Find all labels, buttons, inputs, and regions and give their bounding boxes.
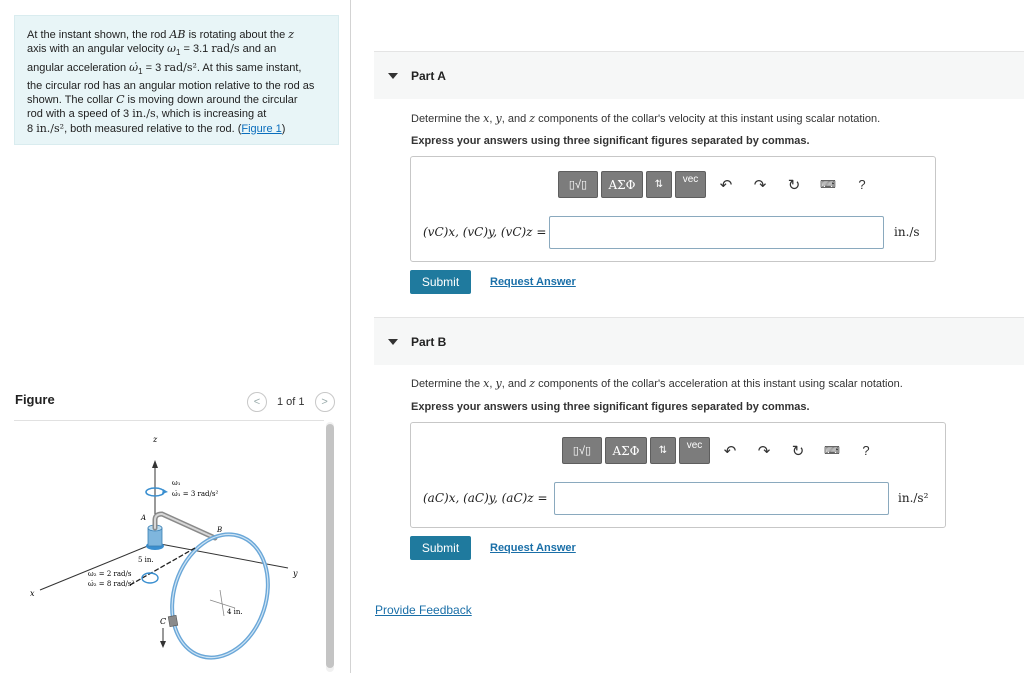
velocity-unit: in./s <box>894 225 920 239</box>
greek-button[interactable]: ΑΣΦ <box>605 437 647 464</box>
problem-text: and an <box>239 43 277 56</box>
math-toolbar <box>562 437 883 464</box>
rod-label: AB <box>169 28 186 41</box>
omega2-dot-label: ω̇₂ = 8 rad/s² <box>88 580 135 588</box>
accel-unit: in./s² <box>36 121 65 135</box>
part-a-question <box>411 112 880 125</box>
problem-text: the circular rod has an angular motion relative to the rod as <box>27 79 315 92</box>
part-a-submit-button[interactable]: Submit <box>410 270 471 294</box>
reset-icon[interactable]: ↻ <box>791 442 805 460</box>
length-label: 5 in. <box>138 556 154 564</box>
circular-rod-highlight <box>157 522 283 670</box>
y-axis-label: y <box>293 569 298 578</box>
z-axis-arrowhead <box>152 460 158 468</box>
omega2-axis <box>130 548 195 585</box>
collar-arrowhead <box>160 641 166 648</box>
var-y: y <box>495 112 502 125</box>
acceleration-answer-input[interactable] <box>554 482 889 515</box>
collapse-caret-icon <box>388 73 398 79</box>
part-b-label: Part B <box>411 334 447 349</box>
problem-text: 8 <box>27 122 37 135</box>
omega-subscript: 1 <box>176 48 181 58</box>
point-b-label: B <box>217 526 223 534</box>
question-text: , and <box>501 378 530 390</box>
left-panel <box>0 0 350 673</box>
keyboard-icon[interactable]: ⌨ <box>820 179 836 191</box>
alpha-subscript: 1 <box>138 66 143 76</box>
problem-text: . At this same instant, <box>196 61 302 74</box>
arrows-button[interactable]: ⇅ <box>646 171 672 198</box>
omega-symbol: ω <box>167 42 176 56</box>
var-z: z <box>529 112 536 125</box>
column-divider <box>350 0 351 673</box>
redo-icon[interactable]: ↷ <box>753 176 767 194</box>
vec-button[interactable]: vec <box>675 171 706 198</box>
undo-icon[interactable]: ↶ <box>723 442 737 460</box>
question-text: , <box>489 378 496 390</box>
omega1-label: ω₁ <box>172 479 181 487</box>
problem-text: At the instant shown, the rod <box>27 29 170 41</box>
figure-pager <box>247 392 335 412</box>
collapse-caret-icon <box>388 339 398 345</box>
question-text: components of the collar's acceleration at this instant using scalar notation. <box>535 378 903 390</box>
arrows-button[interactable]: ⇅ <box>650 437 676 464</box>
collar-label: C <box>116 93 125 107</box>
redo-icon[interactable]: ↷ <box>757 442 771 460</box>
keyboard-icon[interactable]: ⌨ <box>824 445 840 457</box>
axis-label: z <box>288 28 295 41</box>
question-text: Determine the <box>411 378 484 390</box>
problem-text: rod with a speed of 3 <box>27 108 133 121</box>
problem-text: ) <box>281 122 286 135</box>
vec-button[interactable]: vec <box>679 437 710 464</box>
part-b-instruction: Express your answers using three significant figures separated by commas. <box>411 401 810 413</box>
prev-figure-button[interactable]: < <box>247 392 267 412</box>
problem-text: , both measured relative to the rod. ( <box>64 122 242 135</box>
figure-link[interactable]: Figure 1 <box>241 122 282 135</box>
figure-scrollbar-thumb[interactable] <box>326 424 334 668</box>
provide-feedback-link[interactable]: Provide Feedback <box>375 603 472 617</box>
omega2-label: ω₂ = 2 rad/s <box>88 570 132 578</box>
problem-text: , which is increasing at <box>155 108 267 121</box>
collar-label: C <box>160 617 167 626</box>
figure-diagram <box>20 428 320 673</box>
figure-count: 1 of 1 <box>277 396 305 408</box>
problem-text: shown. The collar <box>27 94 117 107</box>
problem-text: axis with an angular velocity <box>27 43 168 56</box>
part-b-answer-box <box>410 422 946 528</box>
circular-rod <box>157 522 283 670</box>
next-figure-button[interactable]: > <box>315 392 335 412</box>
figure-title: Figure <box>15 392 55 407</box>
question-text: Determine the <box>411 113 484 125</box>
part-a-instruction: Express your answers using three significant figures separated by commas. <box>411 135 810 147</box>
acceleration-unit: in./s² <box>898 491 929 505</box>
velocity-expression: (vC)x, (vC)y, (vC)z = <box>423 225 547 239</box>
problem-text: angular acceleration <box>27 61 130 74</box>
help-icon[interactable]: ? <box>862 443 870 458</box>
question-text: , <box>489 113 496 125</box>
acceleration-expression: (aC)x, (aC)y, (aC)z = <box>423 491 548 505</box>
question-text: , and <box>501 113 530 125</box>
part-b-submit-button[interactable]: Submit <box>410 536 471 560</box>
speed-unit: in./s <box>132 107 156 121</box>
x-axis-label: x <box>30 589 35 598</box>
templates-button[interactable]: ▯√▯ <box>558 171 598 198</box>
problem-statement <box>14 15 339 145</box>
part-b-question <box>411 377 903 390</box>
omega1-dot-label: ω̇₁ = 3 rad/s² <box>172 490 219 498</box>
figure-divider <box>14 420 324 421</box>
var-x: x <box>483 112 490 125</box>
problem-text: = 3 <box>142 61 165 74</box>
reset-icon[interactable]: ↻ <box>787 176 801 194</box>
part-b-request-answer-link[interactable]: Request Answer <box>490 542 576 554</box>
omega1-arrowhead <box>162 489 168 494</box>
radius-label: 4 in. <box>227 608 243 616</box>
collar-c <box>168 615 178 626</box>
problem-text: = 3.1 <box>180 43 212 56</box>
velocity-answer-input[interactable] <box>549 216 884 249</box>
z-axis-label: z <box>153 435 158 444</box>
math-toolbar <box>558 171 879 198</box>
var-z: z <box>529 377 536 390</box>
var-x: x <box>483 377 490 390</box>
alpha-symbol: ω̇ <box>129 60 139 74</box>
omega-unit: rad/s <box>211 42 240 56</box>
part-a-request-answer-link[interactable]: Request Answer <box>490 276 576 288</box>
part-a-answer-box <box>410 156 936 262</box>
alpha-unit: rad/s² <box>164 60 197 74</box>
question-text: components of the collar's velocity at this instant using scalar notation. <box>535 113 881 125</box>
problem-text: is moving down around the circular <box>124 94 298 107</box>
var-y: y <box>495 377 502 390</box>
undo-icon[interactable]: ↶ <box>719 176 733 194</box>
part-a-header[interactable] <box>374 51 1024 99</box>
templates-button[interactable]: ▯√▯ <box>562 437 602 464</box>
greek-button[interactable]: ΑΣΦ <box>601 171 643 198</box>
point-a-label: A <box>141 514 147 522</box>
omega2-rotation-arrow <box>142 573 158 583</box>
y-axis-line <box>155 543 288 568</box>
problem-text: is rotating about the <box>185 29 289 41</box>
part-a-label: Part A <box>411 68 446 83</box>
part-b-header[interactable] <box>374 317 1024 365</box>
help-icon[interactable]: ? <box>858 177 866 192</box>
